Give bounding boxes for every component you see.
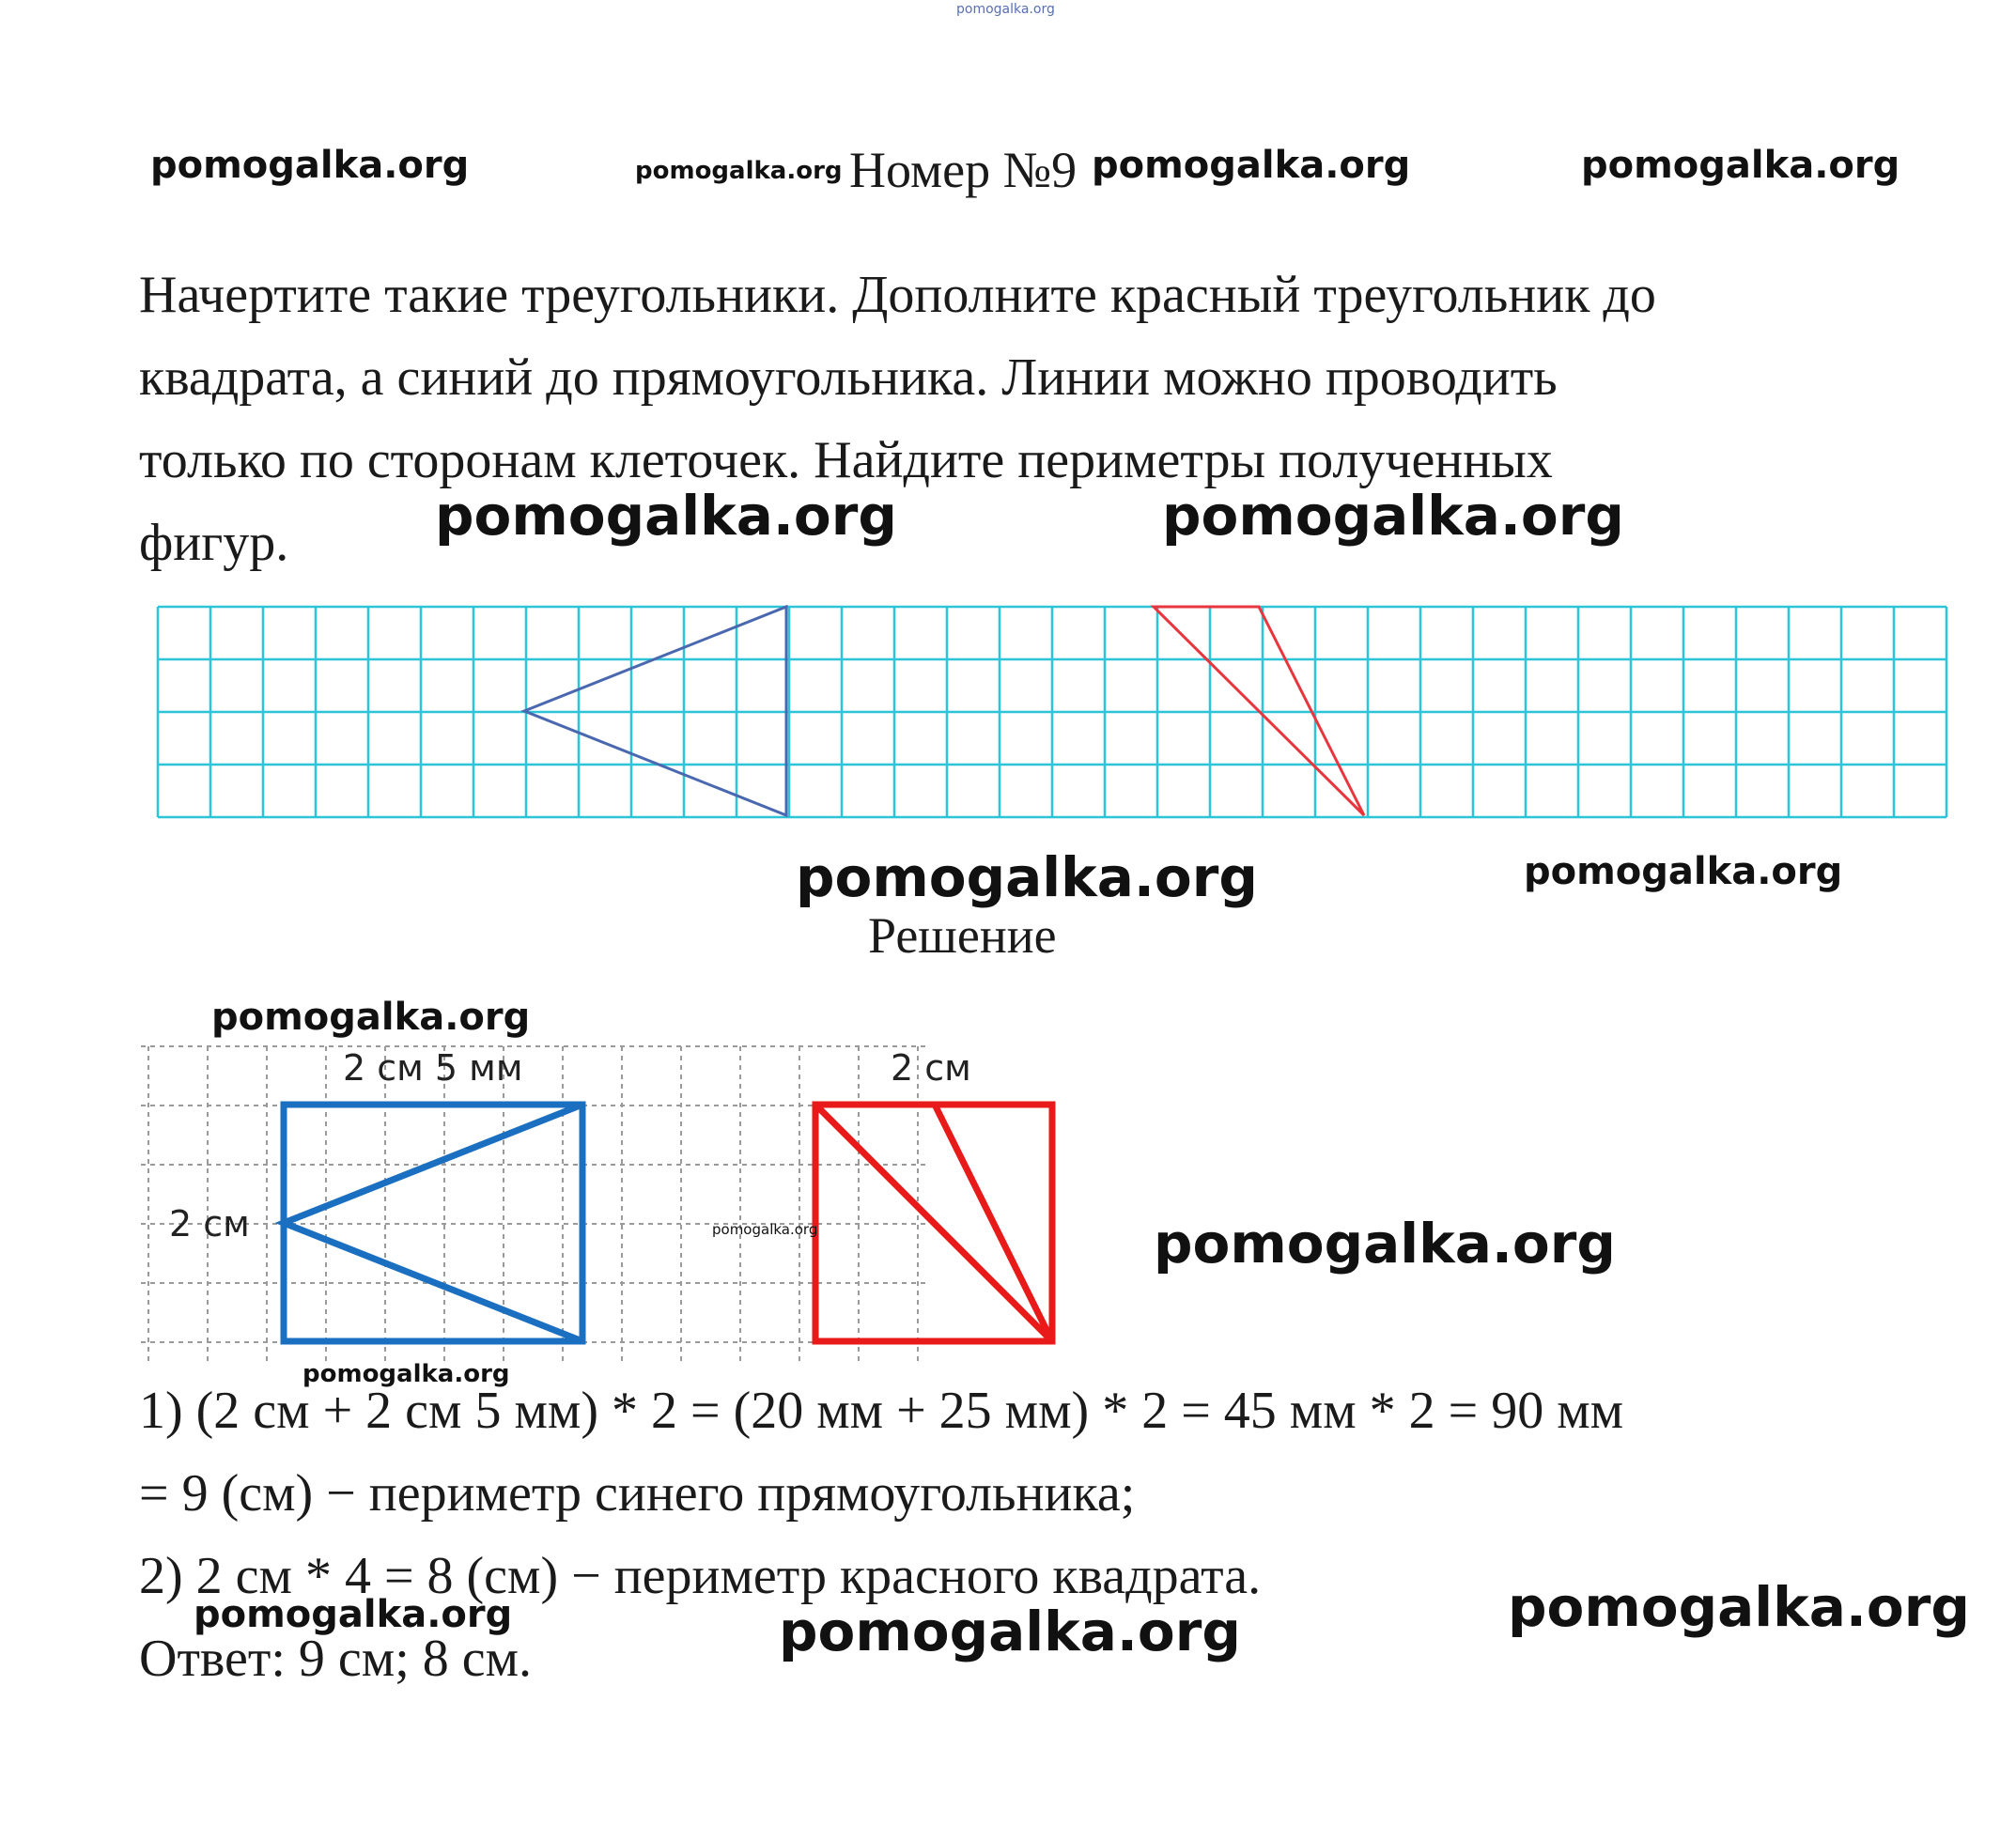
watermark-solution-top: pomogalka.org	[211, 996, 531, 1039]
task-grid	[158, 607, 1946, 817]
page-title: Номер №9	[849, 142, 1078, 198]
blue-height-label: 2 см	[169, 1203, 250, 1245]
task-line-1: Начертите такие треугольники. Дополните красный треугольник до	[139, 266, 1656, 324]
task-grid-figure	[150, 601, 1954, 827]
watermark-solution-bottom: pomogalka.org	[302, 1360, 510, 1388]
task-line-3: только по сторонам клеточек. Найдите периметры полученных	[139, 431, 1553, 489]
watermark-header-midright: pomogalka.org	[1092, 144, 1411, 187]
blue-width-label: 2 см 5 мм	[343, 1047, 523, 1089]
red-square-triangle	[815, 1105, 1052, 1341]
watermark-solution-right: pomogalka.org	[1154, 1212, 1616, 1276]
watermark-bottom-left: pomogalka.org	[194, 1593, 513, 1636]
answer-line: Ответ: 9 см; 8 см.	[139, 1630, 533, 1688]
solution-figure	[141, 1033, 1099, 1371]
watermark-task-right: pomogalka.org	[1162, 484, 1624, 548]
watermark-header-midleft: pomogalka.org	[635, 157, 843, 185]
watermark-top-small: pomogalka.org	[956, 2, 1055, 17]
solution-line-3: 2) 2 см * 4 = 8 (см) − периметр красного квадрата.	[139, 1547, 1262, 1605]
watermark-mid-center: pomogalka.org	[796, 845, 1258, 909]
solution-grid	[141, 1046, 925, 1361]
solution-line-1: 1) (2 см + 2 см 5 мм) * 2 = (20 мм + 25 мм) * 2 = 45 мм * 2 = 90 мм	[139, 1382, 1624, 1440]
solution-line-2: = 9 (см) − периметр синего прямоугольника;	[139, 1464, 1136, 1523]
watermark-bottom-right: pomogalka.org	[1508, 1575, 1970, 1639]
task-line-4: фигур.	[139, 514, 289, 572]
watermark-task-left: pomogalka.org	[435, 484, 897, 548]
watermark-mid-right: pomogalka.org	[1524, 850, 1843, 893]
task-line-2: квадрата, а синий до прямоугольника. Линии можно проводить	[139, 348, 1558, 407]
watermark-header-right: pomogalka.org	[1581, 144, 1900, 187]
watermark-bottom-center: pomogalka.org	[779, 1600, 1241, 1663]
watermark-header-left: pomogalka.org	[150, 144, 470, 187]
solution-heading: Решение	[868, 907, 1057, 964]
red-width-label: 2 см	[891, 1047, 971, 1089]
watermark-solution-tiny: pomogalka.org	[712, 1221, 818, 1238]
